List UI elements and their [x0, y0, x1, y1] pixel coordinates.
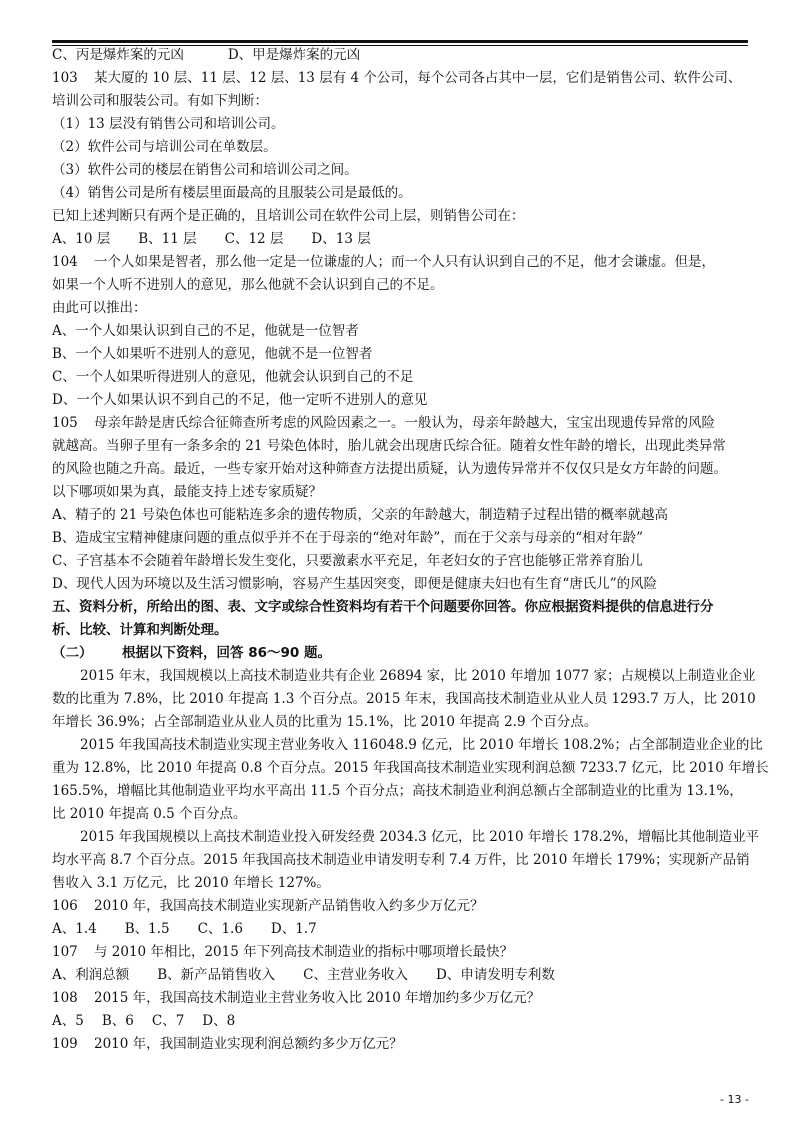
material-p3-line-3: 售收入 3.1 万亿元，比 2010 年增长 127%。 — [52, 875, 330, 891]
section-heading-line-2: 析、比较、计算和判断处理。 — [52, 622, 228, 638]
q103-ask: 已知上述判断只有两个是正确的，且培训公司在软件公司上层，则销售公司在： — [52, 208, 525, 224]
q104-stem-line-2: 如果一个人听不进别人的意见，那么他就不会认识到自己的不足。 — [52, 277, 444, 293]
option-d: D、甲是爆炸案的元凶 — [227, 47, 361, 63]
option-d: D、8 — [202, 1013, 236, 1029]
q105-stem-line-2: 就越高。当卵子里有一条多余的 21 号染色体时，胎儿就会出现唐氏综合征。随着女性年龄的增长，出现此类异常 — [52, 438, 726, 454]
q105-option-a: A、精子的 21 号染色体也可能粘连多余的遗传物质，父亲的年龄越大，制造精子过程出错的概率就越高 — [52, 507, 669, 523]
option-a: A、1.4 — [52, 921, 97, 937]
q108-stem: 108 2015 年，我国高技术制造业主营业务收入比 2010 年增加约多少万亿元？ — [52, 987, 752, 1010]
section-heading-line-1: 五、资料分析，所给出的图、表、文字或综合性资料均有若干个问题要你回答。你应根据资料提供的信息进行分 — [52, 599, 714, 615]
option-c: C、1.6 — [197, 921, 243, 937]
q102-options — [52, 44, 752, 67]
q104-option-c: C、一个人如果听得进别人的意见，他就会认识到自己的不足 — [52, 369, 414, 385]
q105-stem-line-1: 105 母亲年龄是唐氏综合征筛查所考虑的风险因素之一。一般认为，母亲年龄越大，宝宝出现遗传异常的风险 — [52, 412, 752, 435]
question-number: 106 — [52, 898, 78, 914]
q103-judgment-1: （1）13 层没有销售公司和培训公司。 — [52, 116, 285, 132]
q105-stem-line-3: 的风险也随之升高。最近，一些专家开始对这种筛查方法提出质疑，认为遗传异常并不仅仅只是女方年龄的问题。 — [52, 461, 727, 477]
question-number: 105 — [52, 415, 78, 431]
option-b: B、新产品销售收入 — [157, 967, 276, 983]
material-p3-line-1: 2015 年我国规模以上高技术制造业投入研发经费 2034.3 亿元，比 2010 年增长 178.2%，增幅比其他制造业平 — [80, 829, 760, 845]
q105-option-c: C、子宫基本不会随着年龄增长发生变化，只要激素水平充足，年老妇女的子宫也能够正常养育胎儿 — [52, 553, 643, 569]
option-b: B、6 — [101, 1013, 134, 1029]
material-p2-line-4: 比 2010 年提高 0.5 个百分点。 — [52, 806, 247, 822]
option-a: A、10 层 — [52, 231, 111, 247]
q104-option-a: A、一个人如果认识到自己的不足，他就是一位智者 — [52, 323, 359, 339]
q103-judgment-2: （2）软件公司与培训公司在单数层。 — [52, 139, 277, 155]
q104-option-b: B、一个人如果听不进别人的意见，他就不是一位智者 — [52, 346, 373, 362]
material-p2-line-1: 2015 年我国高技术制造业实现主营业务收入 116048.9 亿元，比 2010 年增长 108.2%；占全部制造业企业的比 — [80, 737, 763, 753]
q103-judgment-3: （3）软件公司的楼层在销售公司和培训公司之间。 — [52, 162, 358, 178]
material-p1-line-3: 年增长 36.9%；占全部制造业从业人员的比重为 15.1%，比 2010 年提高 2.9 个百分点。 — [52, 714, 598, 730]
q103-judgment-4: （4）销售公司是所有楼层里面最高的且服装公司是最低的。 — [52, 185, 412, 201]
option-b: B、1.5 — [124, 921, 170, 937]
option-a: A、利润总额 — [52, 967, 130, 983]
page-number: - 13 - — [720, 1093, 749, 1106]
q105-option-b: B、造成宝宝精神健康问题的重点似乎并不在于母亲的“绝对年龄”，而在于父亲与母亲的“相对年龄” — [52, 530, 644, 546]
q106-stem: 106 2010 年，我国高技术制造业实现新产品销售收入约多少万亿元？ — [52, 895, 752, 918]
q105-ask: 以下哪项如果为真，最能支持上述专家质疑？ — [52, 484, 322, 500]
option-c: C、7 — [151, 1013, 185, 1029]
q103-options — [52, 228, 752, 251]
option-c: C、主营业务收入 — [303, 967, 409, 983]
q103-stem-line-1: 103 某大厦的 10 层、11 层、12 层、13 层有 4 个公司，每个公司各占其中一层，它们是销售公司、软件公司、 — [52, 67, 752, 90]
page-content — [52, 44, 769, 1056]
question-number: 104 — [52, 254, 78, 270]
option-d: D、申请发明专利数 — [436, 967, 555, 983]
material-p2-line-3: 165.5%，增幅比其他制造业平均水平高出 11.5 个百分点；高技术制造业利润总额占全部制造业的比重为 13.1%， — [52, 783, 743, 799]
q107-options — [52, 964, 752, 987]
q109-stem: 109 2010 年，我国制造业实现利润总额约多少万亿元？ — [52, 1033, 752, 1056]
question-number: 103 — [52, 70, 78, 86]
material-p1-line-1: 2015 年末，我国规模以上高技术制造业共有企业 26894 家，比 2010 年增加 1077 家；占规模以上制造业企业 — [80, 668, 756, 684]
q107-stem: 107 与 2010 年相比，2015 年下列高技术制造业的指标中哪项增长最快？ — [52, 941, 752, 964]
q108-options — [52, 1010, 752, 1033]
option-d: D、1.7 — [270, 921, 317, 937]
option-c: C、12 层 — [224, 231, 284, 247]
option-b: B、11 层 — [138, 231, 197, 247]
subsection-heading: （二） 根据以下资料，回答 86～90 题。 — [52, 645, 331, 661]
question-number: 107 — [52, 944, 78, 960]
option-a: A、5 — [52, 1013, 84, 1029]
option-d: D、13 层 — [311, 231, 371, 247]
q104-stem-line-1: 104 一个人如果是智者，那么他一定是一位谦虚的人；而一个人只有认识到自己的不足，他才会谦虚。但是， — [52, 251, 752, 274]
material-p3-line-2: 均水平高 8.7 个百分点。2015 年我国高技术制造业申请发明专利 7.4 万件，比 2010 年增长 179%；实现新产品销 — [52, 852, 750, 868]
material-p2-line-2: 重为 12.8%，比 2010 年提高 0.8 个百分点。2015 年我国高技术制造业实现利润总额 7233.7 亿元，比 2010 年增长 — [52, 760, 769, 776]
q106-options — [52, 918, 752, 941]
question-number: 109 — [52, 1036, 78, 1052]
q104-option-d: D、一个人如果认识不到自己的不足，他一定听不进别人的意见 — [52, 392, 428, 408]
q105-option-d: D、现代人因为环境以及生活习惯影响，容易产生基因突变，即便是健康夫妇也有生育“唐氏儿”的风险 — [52, 576, 658, 592]
q104-ask: 由此可以推出： — [52, 300, 147, 316]
q103-stem-line-2: 培训公司和服装公司。有如下判断： — [52, 93, 268, 109]
question-number: 108 — [52, 990, 78, 1006]
option-c: C、丙是爆炸案的元凶 — [52, 47, 184, 63]
material-p1-line-2: 数的比重为 7.8%，比 2010 年提高 1.3 个百分点。2015 年末，我国高技术制造业从业人员 1293.7 万人，比 2010 — [52, 691, 756, 707]
header-rule-thick — [52, 40, 748, 43]
